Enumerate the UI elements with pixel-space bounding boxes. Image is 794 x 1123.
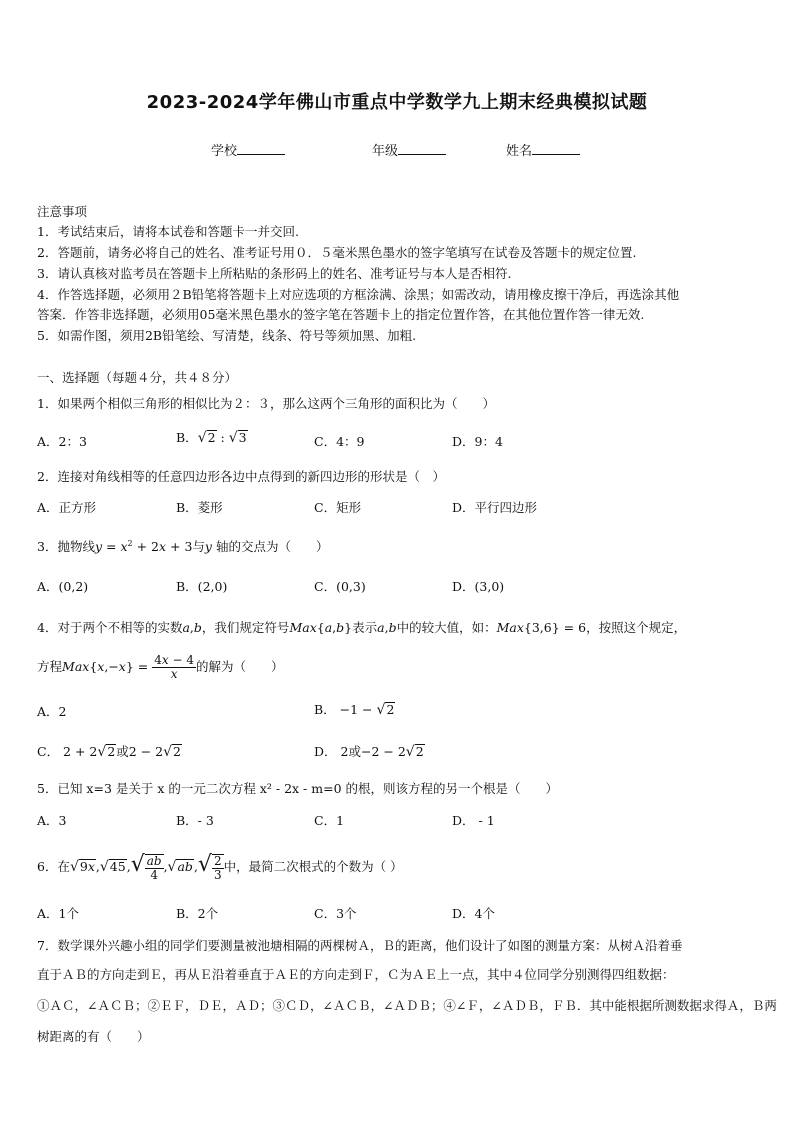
school-blank[interactable] <box>237 142 285 155</box>
grade-blank[interactable] <box>398 142 446 155</box>
q1-option-b-prefix: B． <box>176 430 198 445</box>
q5-option-c[interactable]: C．1 <box>314 813 345 828</box>
q5-option-d[interactable]: D． - 1 <box>452 813 495 828</box>
school-field <box>211 140 285 159</box>
question-5-stem: 5．已知 x=3 是关于 x 的一元二次方程 x² - 2x - m=0 的根，则该方程的另一个根是（ ） <box>37 781 559 796</box>
notice-item: 答案．作答非选择题，必须用05毫米黑色墨水的签字笔在答题卡上的指定位置作答，在其他位置作答一律无效. <box>37 307 645 322</box>
q2-option-d[interactable]: D．平行四边形 <box>452 500 538 515</box>
q6-option-c[interactable]: C．3个 <box>314 906 357 921</box>
q1-option-b[interactable]: B．√2 : √3 <box>176 430 247 446</box>
q3-option-d[interactable]: D．(3,0) <box>452 579 505 594</box>
name-field <box>506 140 580 159</box>
name-blank[interactable] <box>532 142 580 155</box>
q2-option-c[interactable]: C．矩形 <box>314 500 362 515</box>
question-7-line: 直于ＡＢ的方向走到Ｅ，再从Ｅ沿着垂直于ＡＥ的方向走到Ｆ，Ｃ为ＡＥ上一点，其中４位同学分别测得四组数据： <box>37 967 675 982</box>
q1-option-c[interactable]: C．4：9 <box>314 434 365 449</box>
question-4-line-2: 方程Max{x,−x} = $\frac{4x - 4}{x}$ 的解为（ ） <box>37 653 284 681</box>
q2-option-b[interactable]: B．菱形 <box>176 500 223 515</box>
notice-item: 3．请认真核对监考员在答题卡上所粘贴的条形码上的姓名、准考证号与本人是否相符. <box>37 266 512 281</box>
notice-heading: 注意事项 <box>37 204 88 219</box>
q1-option-a[interactable]: A．2：3 <box>37 434 87 449</box>
question-4-line-1: 4．对于两个不相等的实数a,b，我们规定符号Max{a,b}表示a,b中的较大值，如：Max{3,6} = 6，按照这个规定， <box>37 620 687 635</box>
question-7-line: ①ＡＣ，∠ＡＣＢ；②ＥＦ，ＤＥ，ＡＤ；③ＣＤ，∠ＡＣＢ，∠ＡＤＢ；④∠Ｆ，∠ＡＤＢ，ＦＢ．其中能根据所测数据求得Ａ，Ｂ两 <box>37 998 777 1013</box>
q5-option-a[interactable]: A．3 <box>37 813 67 828</box>
q4-option-a[interactable]: A．2 <box>37 704 67 719</box>
school-label: 学校 <box>211 144 238 159</box>
grade-label: 年级 <box>372 144 399 159</box>
question-7-line: 树距离的有（ ） <box>37 1029 150 1044</box>
notice-item: 1．考试结束后，请将本试卷和答题卡一并交回. <box>37 224 299 239</box>
q5-option-b[interactable]: B．- 3 <box>176 813 214 828</box>
question-2-stem: 2．连接对角线相等的任意四边形各边中点得到的新四边形的形状是（ ） <box>37 469 445 484</box>
q6-option-d[interactable]: D．4个 <box>452 906 495 921</box>
notice-item: 5．如需作图，须用2B铅笔绘、写清楚，线条、符号等须加黑、加粗. <box>37 328 417 343</box>
name-label: 姓名 <box>506 144 533 159</box>
q2-option-a[interactable]: A．正方形 <box>37 500 97 515</box>
q6-option-b[interactable]: B．2个 <box>176 906 219 921</box>
q4-option-b[interactable]: B． −1 − √2 <box>314 702 395 718</box>
grade-field <box>372 140 446 159</box>
q4-option-c[interactable]: C． 2 + 2√2或2 − 2√2 <box>37 744 181 760</box>
exam-title: 2023-2024学年佛山市重点中学数学九上期末经典模拟试题 <box>146 92 648 113</box>
q3-option-c[interactable]: C．(0,3) <box>314 579 366 594</box>
q1-option-d[interactable]: D．9：4 <box>452 434 503 449</box>
question-3-stem: 3．抛物线$y = x^2 + 2x + 3$与y 轴的交点为（ ） <box>37 539 329 555</box>
q3-option-a[interactable]: A．(0,2) <box>37 579 89 594</box>
question-6-stem: 6．在√9x,√45,√ $\frac{ab}{4}$ ,√ab,√ $\frac{2}{3}$ 中，最简二次根式的个数为（ ） <box>37 852 403 882</box>
q4-option-d[interactable]: D． 2或−2 − 2√2 <box>314 744 424 760</box>
question-7-line: 7．数学课外兴趣小组的同学们要测量被池塘相隔的两棵树Ａ，Ｂ的距离，他们设计了如图的测量方案：从树Ａ沿着垂 <box>37 938 683 953</box>
section-heading: 一、选择题（每题４分，共４８分） <box>37 370 238 385</box>
question-1-stem: 1．如果两个相似三角形的相似比为２：３，那么这两个三角形的面积比为（ ） <box>37 396 495 411</box>
q6-option-a[interactable]: A．1个 <box>37 906 79 921</box>
q3-option-b[interactable]: B．(2,0) <box>176 579 228 594</box>
notice-item: 2．答题前，请务必将自己的姓名、准考证号用０．５毫米黑色墨水的签字笔填写在试卷及答题卡的规定位置. <box>37 245 637 260</box>
notice-item: 4．作答选择题，必须用２B铅笔将答题卡上对应选项的方框涂满、涂黑；如需改动，请用橡皮擦干净后，再选涂其他 <box>37 287 680 302</box>
